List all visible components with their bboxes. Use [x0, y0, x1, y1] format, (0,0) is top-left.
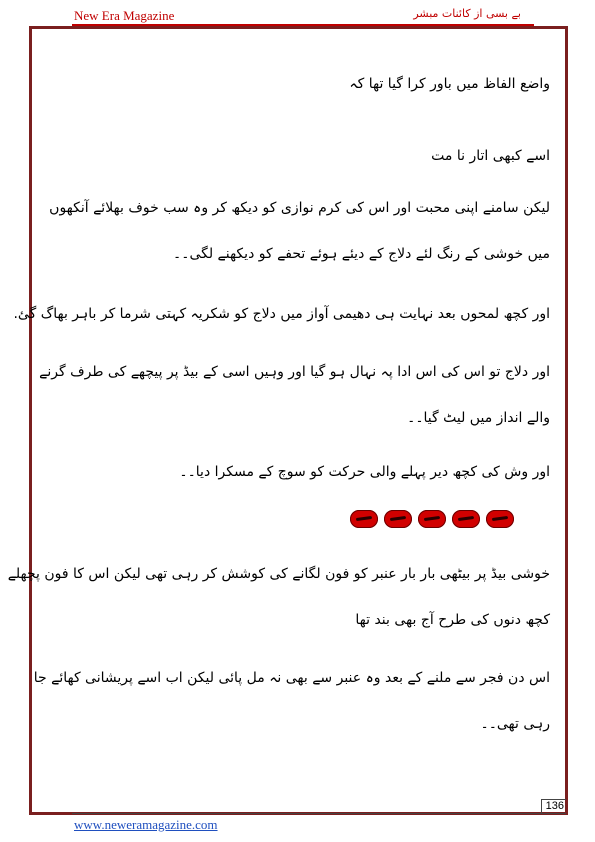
author-title: بے بسی از کائنات مبشر — [413, 7, 521, 20]
paragraph-line: اور کچھ لمحوں بعد نہایت ہی دھیمی آواز میں دلاج کو شکریہ کہتی شرما کر باہر بھاگ گئ. — [13, 306, 550, 322]
heart-icon — [350, 510, 378, 528]
website-link[interactable]: www.neweramagazine.com — [74, 817, 218, 832]
paragraph-line: خوشی بیڈ پر بیٹھی بار بار عنبر کو فون لگانے کی کوشش کر رہی تھی لیکن اس کا فون پچھلے — [7, 566, 550, 582]
paragraph-line: رہی تھی۔۔ — [480, 716, 550, 732]
paragraph-line: میں خوشی کے رنگ لئے دلاج کے دیئے ہوئے تحفے کو دیکھنے لگی۔۔ — [173, 246, 550, 262]
paragraph-line: لیکن سامنے اپنی محبت اور اس کی کرم نوازی کو دیکھ کر وہ سب خوف بھلائے آنکھوں — [49, 200, 550, 216]
heart-icon — [486, 510, 514, 528]
heart-icon — [384, 510, 412, 528]
paragraph-line: کچھ دنوں کی طرح آج بھی بند تھا — [355, 612, 550, 628]
footer-rule — [72, 813, 566, 814]
magazine-name: New Era Magazine — [74, 8, 175, 23]
heart-icon — [452, 510, 480, 528]
paragraph-line: اس دن فجر سے ملنے کے بعد وہ عنبر سے بھی نہ مل پائی لیکن اب اسے پریشانی کھائے جا — [33, 670, 550, 686]
paragraph-line: اور دلاج تو اس کی اس ادا پہ نہال ہو گیا اور وہیں اسی کے بیڈ پر پیچھے کی طرف گرنے — [39, 364, 550, 380]
heart-divider — [350, 510, 514, 528]
paragraph-line: اسے کبھی اتار نا مت — [431, 148, 550, 164]
heart-icon — [418, 510, 446, 528]
page-number: 136 — [541, 799, 566, 814]
paragraph-line: اور وش کی کچھ دیر پہلے والی حرکت کو سوچ کے مسکرا دیا۔۔ — [179, 464, 550, 480]
paragraph-line: والے انداز میں لیٹ گیا۔۔ — [407, 410, 550, 426]
paragraph-line: واضع الفاظ میں باور کرا گیا تھا کہ — [349, 76, 550, 92]
